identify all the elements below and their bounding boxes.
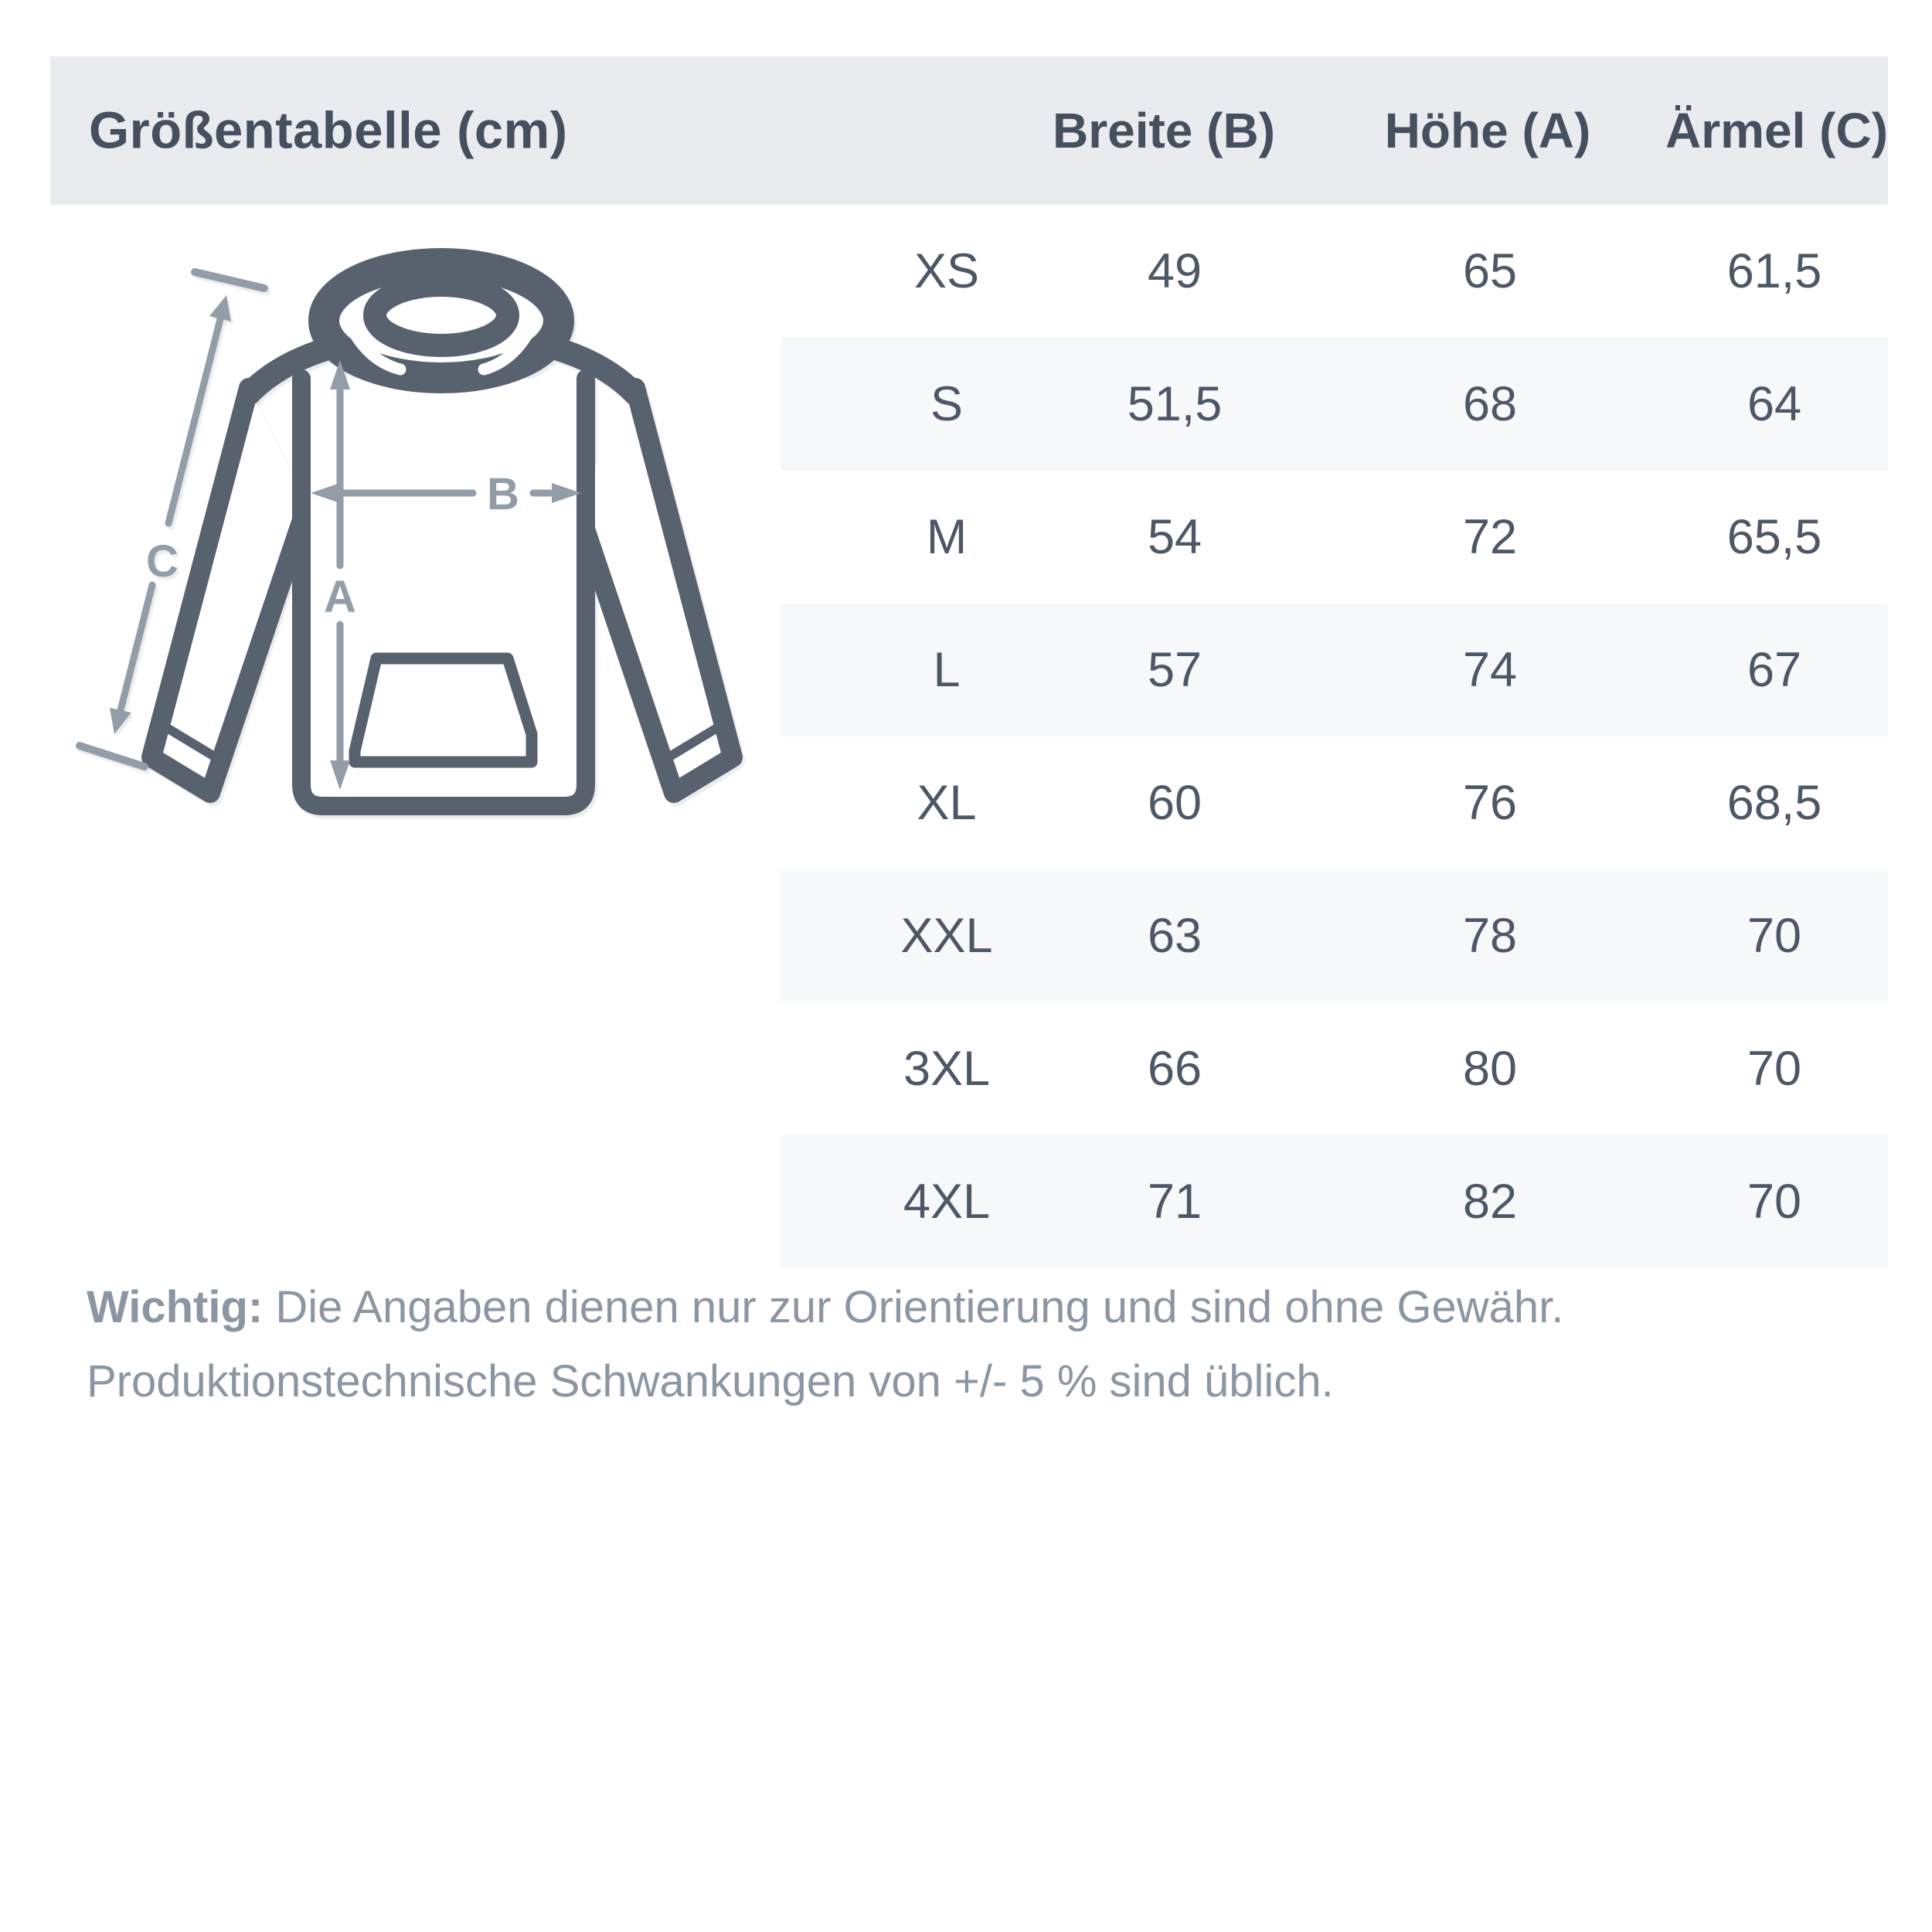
hoehe-value: 65 — [1462, 244, 1518, 298]
breite-value: 54 — [1147, 510, 1202, 564]
aermel-value: 70 — [1747, 909, 1802, 963]
dimension-label-a: A — [324, 572, 356, 622]
breite-value: 49 — [1147, 244, 1202, 298]
size-label: XXL — [900, 909, 993, 963]
size-label: XS — [913, 244, 980, 298]
table-row — [781, 1135, 1888, 1268]
aermel-value: 67 — [1747, 643, 1802, 697]
column-header-breite: Breite (B) — [1052, 103, 1276, 158]
table-row — [781, 869, 1888, 1002]
size-table — [781, 205, 1888, 1268]
hoodie-measurement-diagram — [46, 216, 788, 904]
breite-value: 57 — [1147, 643, 1202, 697]
breite-value: 66 — [1147, 1042, 1202, 1096]
disclaimer-line-2: Produktionstechnische Schwankungen von +/- 5 % sind üblich. — [87, 1356, 1334, 1406]
table-row — [781, 736, 1888, 869]
disclaimer-line-1: Die Angaben dienen nur zur Orientierung und sind ohne Gewähr. — [263, 1282, 1564, 1332]
hoehe-value: 68 — [1462, 377, 1518, 431]
disclaimer-note — [87, 1270, 1864, 1419]
breite-value: 63 — [1147, 909, 1202, 963]
aermel-value: 70 — [1747, 1175, 1802, 1229]
hoodie-diagram-icon — [46, 216, 788, 904]
dimension-label-c: C — [146, 536, 179, 587]
breite-value: 60 — [1147, 776, 1202, 830]
aermel-value: 65,5 — [1726, 510, 1822, 564]
breite-value: 51,5 — [1127, 377, 1223, 431]
size-label: XL — [917, 776, 977, 830]
hoehe-value: 76 — [1462, 776, 1518, 830]
aermel-value: 68,5 — [1726, 776, 1822, 830]
table-row — [781, 205, 1888, 338]
hoehe-value: 78 — [1462, 909, 1518, 963]
size-label: L — [933, 643, 961, 697]
size-label: S — [930, 377, 964, 431]
table-row — [781, 604, 1888, 736]
size-label: M — [926, 510, 968, 564]
table-row — [781, 338, 1888, 471]
disclaimer-note-bold: Wichtig: — [87, 1282, 264, 1332]
hoehe-value: 72 — [1462, 510, 1518, 564]
page-title: Größentabelle (cm) — [89, 101, 568, 160]
aermel-value: 70 — [1747, 1042, 1802, 1096]
hoehe-value: 80 — [1462, 1042, 1518, 1096]
breite-value: 71 — [1147, 1175, 1202, 1229]
hoehe-value: 74 — [1462, 643, 1518, 697]
aermel-value: 61,5 — [1726, 244, 1822, 298]
table-row — [781, 1002, 1888, 1135]
size-label: 4XL — [903, 1175, 991, 1229]
hoehe-value: 82 — [1462, 1175, 1518, 1229]
column-header-hoehe: Höhe (A) — [1384, 103, 1591, 158]
size-label: 3XL — [903, 1042, 991, 1096]
table-row — [781, 471, 1888, 604]
column-header-aermel: Ärmel (C) — [1665, 103, 1889, 158]
table-header-bar — [50, 56, 1888, 205]
dimension-label-b: B — [487, 469, 519, 519]
aermel-value: 64 — [1747, 377, 1802, 431]
